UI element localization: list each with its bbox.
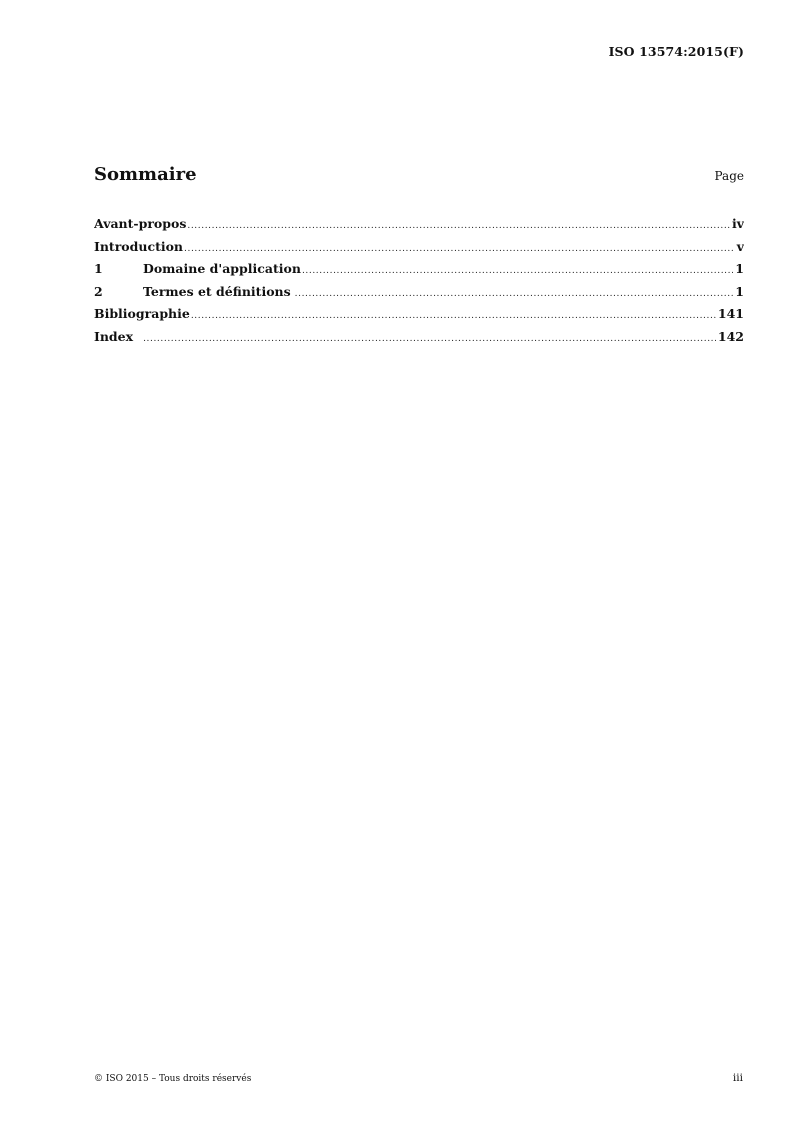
- toc-entry-page: iv: [731, 216, 744, 231]
- toc-heading-row: [94, 164, 744, 185]
- dot-leader: [187, 221, 730, 231]
- toc-entry-termes-definitions[interactable]: [94, 284, 744, 307]
- toc-entry-label: Termes et définitions: [143, 283, 291, 299]
- toc-entry-page: v: [736, 238, 744, 254]
- toc-entry-domaine-application[interactable]: [94, 261, 744, 284]
- toc-entry-introduction[interactable]: [94, 239, 744, 262]
- toc-entry-index[interactable]: [94, 329, 744, 352]
- toc-page-column-label: Page: [714, 169, 744, 183]
- table-of-contents: [94, 216, 744, 351]
- toc-entry-number: 2: [94, 283, 103, 299]
- toc-entry-label: Domaine d'application: [143, 261, 301, 276]
- toc-entry-page: 1: [735, 261, 744, 276]
- page-number: iii: [732, 1072, 743, 1084]
- toc-entry-label: Introduction: [94, 238, 184, 254]
- toc-entry-page: 1: [735, 283, 744, 299]
- toc-entry-avant-propos[interactable]: [94, 216, 744, 239]
- dot-leader: [302, 266, 733, 276]
- toc-entry-label: Bibliographie: [94, 306, 190, 321]
- toc-entry-page: 141: [717, 306, 744, 321]
- toc-entry-label: Avant-propos: [94, 216, 187, 231]
- dot-leader: [184, 244, 735, 254]
- toc-entry-number: 1: [94, 261, 103, 276]
- toc-entry-page: 142: [717, 328, 744, 344]
- dot-leader: [191, 311, 716, 321]
- document-reference: ISO 13574:2015(F): [608, 44, 744, 59]
- dot-leader: [295, 289, 734, 299]
- dot-leader: [143, 334, 716, 344]
- copyright-notice: © ISO 2015 – Tous droits réservés: [94, 1074, 252, 1084]
- toc-entry-label: Index: [94, 328, 134, 344]
- toc-entry-bibliographie[interactable]: [94, 306, 744, 329]
- toc-title: Sommaire: [94, 164, 197, 185]
